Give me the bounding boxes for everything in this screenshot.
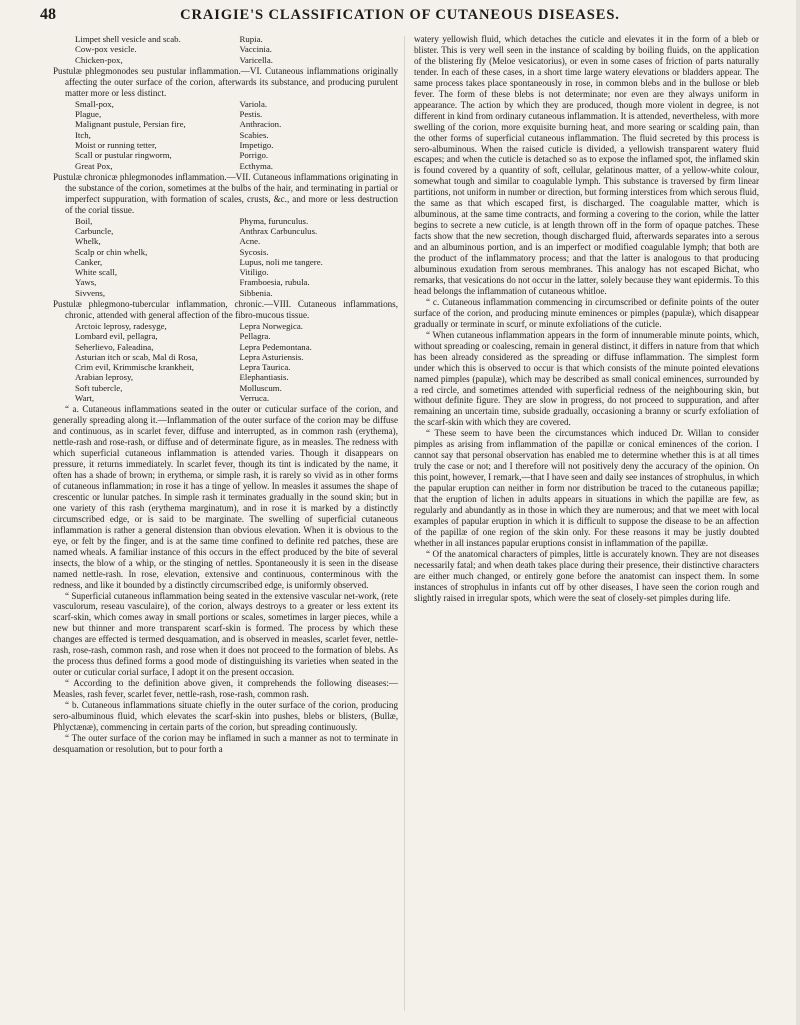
latin-name: Rupia.: [239, 34, 263, 44]
disease-name-row: [53, 383, 398, 393]
latin-name: Anthracion.: [239, 119, 282, 130]
common-name: Crim evil, Krimmische krankheit,: [75, 362, 194, 373]
page-number: 48: [40, 6, 56, 23]
paragraph-b-continued: “ The outer surface of the corion may be inflamed in such a manner as not to terminate in desquamation or resolution, but to pour forth a: [53, 732, 398, 754]
running-title: CRAIGIE'S CLASSIFICATION OF CUTANEOUS DISEASES.: [180, 7, 620, 23]
paragraph-c-definition: “ c. Cutaneous inflammation commencing in circumscribed or definite points of the outer surface of the corion, and producing minute eminences or pimples (papulæ), which disappear gradually or terminate in scurf, or minute exfoliations of the cuticle.: [414, 296, 759, 329]
latin-name: Sycosis.: [239, 246, 269, 257]
paragraph-a-definition: “ a. Cutaneous inflammations seated in the outer or cuticular surface of the corion, and generally spreading along it.—Inflammation of the outer surface of the corion may be diffuse and continuous, as in scarlet fever, diffuse and interrupted, as in common rash (erythema), nettle-rash and rose-rash, or diffuse and of determinate figure, as in measles. The redness with which superficial cutaneous inflammation is attended varies. Though it disappears on pressure, it returns immediately. In scarlet fever, though its tint is indicated by the name, it often has a shade of brown; in erythema, or simple rash, it is rarely so vivid as in other forms of cutaneous inflammation; in rose it has a tinge of yellow. In measles it assumes the shape of crescentic or lunular patches. In simple rash it terminates gradually in the sound skin; but in one variety of this rash (erythema marginatum), and in rose it is marked by a distinctly circumscribed edge, or is said to be marginate. The swelling of superficial cutaneous inflammation is rather a general distension than obvious elevation. When it is obvious to the eye, or felt by the finger, and is at the same time confined to definite red patches, these are named wheals. A familiar instance of this occurs in the effect produced by the bite of several insects, the blow of a whip, or the stinging of nettles. Spontaneously it is seen in the disease named nettle-rash. In rose, elevation, extensive and continuous, conterminous with the redness, and like it bounded by a distinctly circumscribed edge, is uniformly observed.: [53, 404, 398, 590]
latin-name: Pestis.: [239, 109, 263, 120]
common-name: Cow-pox vesicle.: [75, 44, 137, 55]
class-vii-description: Pustulæ chronicæ phlegmonodes inflammation.—VII. Cutaneous inflammations originating in the substance of the corion, sometimes at the bulbs of the hair, and terminating in partial or imperfect suppuration, with formation of scales, crusts, &c., and more or less destruction of the corial tissue.: [53, 171, 398, 215]
disease-name-row: [53, 119, 398, 129]
disease-name-row: [53, 331, 398, 341]
common-name: Scall or pustular ringworm,: [75, 150, 172, 161]
latin-name: Varicella.: [239, 54, 273, 65]
common-name: Boil,: [75, 215, 93, 226]
disease-names-table-b: [53, 99, 398, 171]
disease-name-row: [53, 277, 398, 287]
disease-name-row: [53, 130, 398, 140]
common-name: Soft tubercle,: [75, 382, 123, 393]
latin-name: Scabies.: [239, 129, 269, 140]
common-name: Scalp or chin whelk,: [75, 246, 148, 257]
disease-name-row: [53, 99, 398, 109]
disease-name-row: [53, 226, 398, 236]
disease-name-row: [53, 236, 398, 246]
paragraph-anatomy: “ Of the anatomical characters of pimples, little is accurately known. They are not diseases necessarily fatal; and when death takes place during their presence, their distinctive characters are either much changed, or entirely gone before the anatomist can inspect them. In some instances of strophulus in infants cut off by other diseases, I have seen the corion rough and slightly raised in irregular spots, which were the seat of closely-set pimples during life.: [414, 548, 759, 603]
disease-names-table-a: [53, 34, 398, 65]
latin-name: Sibbenia.: [239, 287, 273, 298]
common-name: Limpet shell vesicle and scab.: [75, 34, 181, 44]
paragraph-a-diseases: “ According to the definition above given, it comprehends the following diseases:—Measles, rash fever, scarlet fever, nettle-rash, rose-rash, common rash.: [53, 678, 398, 700]
common-name: Plague,: [75, 109, 102, 120]
disease-name-row: [53, 352, 398, 362]
latin-name: Elephantiasis.: [239, 372, 289, 383]
disease-name-row: [53, 257, 398, 267]
disease-name-row: [53, 372, 398, 382]
common-name: Malignant pustule, Persian fire,: [75, 119, 186, 130]
common-name: Arctoic leprosy, radesyge,: [75, 320, 167, 331]
latin-name: Acne.: [239, 236, 261, 247]
disease-name-row: [53, 247, 398, 257]
disease-name-row: [53, 34, 398, 44]
class-vi-description: Pustulæ phlegmonodes seu pustular inflammation.—VI. Cutaneous inflammations originally affecting the outer surface of the corion, afterwards its substance, and producing purulent matter more or less distinct.: [53, 65, 398, 98]
common-name: Canker,: [75, 256, 103, 267]
left-column: [53, 34, 398, 1019]
disease-name-row: [53, 161, 398, 171]
paragraph-pimples: “ When cutaneous inflammation appears in the form of innumerable minute points, which, without spreading or coalescing, remain in general distinct, it differs in nature from that which has been already considered as the spreading or diffuse inflammation. The simplest form under which this is observed to occur is that which consists of the minute pointed elevations named pimples (papulæ), which may be described as small conical eminences, surrounded by a red circle, and sometimes attended with superficial redness of the neighbouring skin, but without definite figure. They are slow in progress, do not proceed to suppuration, and after remaining an uncertain time, subside gradually, occasioning a branny or scurfy exfoliation of the scarf-skin with which they are covered.: [414, 329, 759, 428]
paragraph-a-desquamation: “ Superficial cutaneous inflammation being seated in the extensive vascular net-work, (rete vasculorum, reseau vasculaire), of the corion, always destroys to a greater or less extent its scarf-skin, which comes away in small portions or scales, sometimes in larger pieces, while a new but thinner and more transparent scarf-skin is formed. The process by which these changes are effected is termed desquamation, and is observed in measles, scarlet fever, nettle-rash, rose-rash, common rash, and rose when it does not proceed to the formation of blebs. As the process thus defined forms a good mode of distinguishing its varieties when seated in the outer or cuticular corial surface, I adopt it on the present occasion.: [53, 590, 398, 678]
latin-name: Anthrax Carbunculus.: [239, 225, 318, 236]
latin-name: Pellagra.: [239, 331, 271, 342]
disease-name-row: [53, 342, 398, 352]
disease-name-row: [53, 321, 398, 331]
latin-name: Lepra Taurica.: [239, 362, 291, 373]
common-name: Whelk,: [75, 236, 101, 247]
common-name: Moist or running tetter,: [75, 139, 157, 150]
latin-name: Molluscum.: [239, 382, 282, 393]
paragraph-willan: “ These seem to have been the circumstances which induced Dr. Willan to consider pimples as arising from inflammation of the papillæ or conical eminences of the corion. I cannot say that personal observation has enabled me to determine whether this is at all times truly the case or not; and I therefore will not positively deny the accuracy of the opinion. On this point, however, I remark,—that I have seen and daily see instances of strophulus, in which the papular eruption can neither in form nor distribution be traced to the cutaneous papillæ; that the eruption of lichen in adults appears in situations in which the papillæ are few, as regularly and abundantly as in those in which they are numerous; and that we meet with local examples of papular eruption in which it is difficult to suppose the disease to be an affection of the papillæ of one region of the skin only. For these reasons it may be justly doubted whether in all instances papular eruptions consist in inflammation of the papillæ.: [414, 428, 759, 548]
common-name: Carbuncle,: [75, 225, 114, 236]
common-name: Chicken-pox,: [75, 54, 123, 65]
disease-names-table-c: [53, 216, 398, 298]
column-gutter: [404, 36, 405, 1011]
latin-name: Phyma, furunculus.: [239, 215, 309, 226]
common-name: Arabian leprosy,: [75, 372, 134, 383]
latin-name: Variola.: [239, 98, 268, 109]
common-name: Asturian itch or scab, Mal di Rosa,: [75, 351, 198, 362]
disease-name-row: [53, 44, 398, 54]
latin-name: Lepra Pedemontana.: [239, 341, 312, 352]
disease-name-row: [53, 150, 398, 160]
paragraph-b-definition: “ b. Cutaneous inflammations situate chiefly in the outer surface of the corion, producing sero-albuminous fluid, which elevates the scarf-skin into pushes, blebs or blisters, (Bullæ, Phlyctænæ), commencing in certain parts of the corion, but spreading continuously.: [53, 700, 398, 732]
latin-name: Vaccinia.: [239, 44, 272, 55]
disease-name-row: [53, 55, 398, 65]
disease-name-row: [53, 393, 398, 403]
disease-names-table-d: [53, 321, 398, 403]
latin-name: Lepra Asturiensis.: [239, 351, 304, 362]
disease-name-row: [53, 267, 398, 277]
latin-name: Ecthyma.: [239, 160, 273, 171]
disease-name-row: [53, 109, 398, 119]
latin-name: Lupus, noli me tangere.: [239, 256, 323, 267]
page-edge: [796, 0, 800, 1025]
latin-name: Verruca.: [239, 393, 270, 403]
latin-name: Impetigo.: [239, 139, 274, 150]
disease-name-row: [53, 216, 398, 226]
latin-name: Lepra Norwegica.: [239, 320, 303, 331]
page-header: [40, 6, 760, 26]
latin-name: Porrigo.: [239, 150, 269, 161]
latin-name: Framboesia, rubula.: [239, 277, 310, 288]
common-name: Lombard evil, pellagra,: [75, 331, 158, 342]
common-name: Sivvens,: [75, 287, 106, 298]
class-viii-description: Pustulæ phlegmono-tubercular inflammation, chronic.—VIII. Cutaneous inflammations, chronic, attended with general affection of the fibro-mucous tissue.: [53, 299, 398, 320]
common-name: Small-pox,: [75, 98, 114, 109]
common-name: White scall,: [75, 267, 118, 278]
disease-name-row: [53, 362, 398, 372]
disease-name-row: [53, 288, 398, 298]
disease-name-row: [53, 140, 398, 150]
right-column: [414, 34, 759, 1019]
common-name: Wart,: [75, 393, 95, 403]
latin-name: Vitiligo.: [239, 267, 269, 278]
common-name: Itch,: [75, 129, 91, 140]
common-name: Seherlievo, Faleadina,: [75, 341, 154, 352]
paragraph-blebs: watery yellowish fluid, which detaches the cuticle and elevates it in the form of a bleb or blister. This is very well seen in the instance of scalding by boiling fluids, on the application of the blistering fly (Meloe vesicatorius), or even in some cases of friction of parts naturally tender. In each of these cases, in a short time large watery elevations or bladders appear. The same process takes place spontaneously in rose, in common blebs and in the bullose or bleb fever. The form of these blebs is not determinate; nor even are they always uniform in appearance. The action by which they are produced, though more violent in degree, is not different in kind from ordinary cutaneous inflammation. It is attended, nevertheless, with more swelling of the corion, more exquisite burning heat, and more searing or scalding pain, than the other forms of superficial cutaneous inflammation. The fluid secreted by this process is sero-albuminous. When the raised cuticle is divided, a yellowish transparent watery fluid escapes; and when the cuticle is detached so as to expose the inflamed spot, the inflamed skin is found covered by a quantity of soft, cellular, gelatinous matter, of a yellow-white colour, somewhat tough and similar to coagulable lymph. This substance is traversed by firm linear partitions, not uniform in number or direction, but forming interstices from which serous fluid, the same as that which escaped first, is discharged. The coagulable matter, which is albuminous, at the same time contracts, and forming a covering to the corion, while the latter begins to secrete a new cuticle, is at length thrown off in the form of opaque patches. These facts show that the new secretion, though discharged fluid, afterwards separates into a serous and an albuminous portion, and is an imperfect or modified coagulable lymph; that both are the product of the inflammatory process; and that the latter is analogous to that producing albuminous exudation from serous membranes. This analogy has not escaped Bichat, who remarks, that vesications do not occur in the latter, solely because they want epidermis. To this head belongs the inflammation of cutaneous whitloe.: [414, 34, 759, 296]
common-name: Yaws,: [75, 277, 97, 288]
common-name: Great Pox,: [75, 160, 113, 171]
